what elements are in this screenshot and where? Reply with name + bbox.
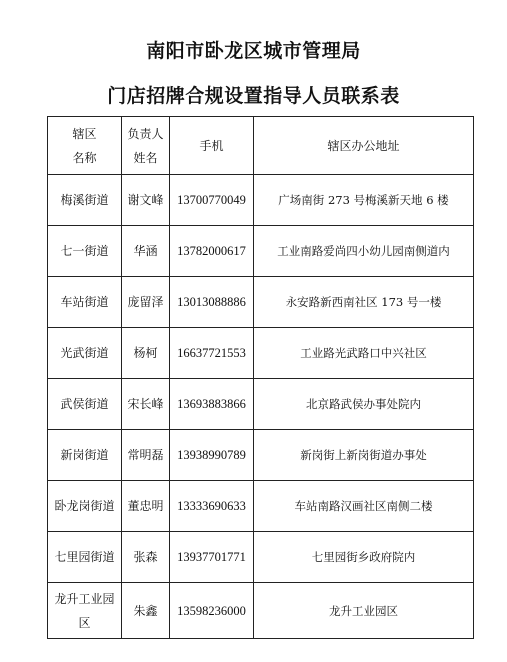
cell-person: 张森 [122,532,170,583]
header-address: 辖区办公地址 [254,117,474,175]
cell-address: 七里园街乡政府院内 [254,532,474,583]
cell-district-line2: 区 [78,615,91,630]
cell-address: 工业南路爱尚四小幼儿园南侧道内 [254,226,474,277]
cell-district: 七里园街道 [48,532,122,583]
table-row [48,277,474,328]
cell-address: 车站南路汉画社区南侧二楼 [254,481,474,532]
contact-table [47,116,474,639]
document-subtitle: 门店招牌合规设置指导人员联系表 [107,85,400,107]
cell-person: 朱鑫 [122,583,170,639]
cell-phone: 13700770049 [170,175,254,226]
table-row [48,379,474,430]
table-row [48,175,474,226]
header-district-line2: 名称 [72,150,97,165]
cell-phone: 16637721553 [170,328,254,379]
table-row [48,583,474,639]
table-header-row [48,117,474,175]
cell-district: 七一街道 [48,226,122,277]
cell-address: 广场南街 273 号梅溪新天地 6 楼 [254,175,474,226]
cell-person: 董忠明 [122,481,170,532]
cell-address: 北京路武侯办事处院内 [254,379,474,430]
cell-phone: 13693883866 [170,379,254,430]
cell-address: 新岗街上新岗街道办事处 [254,430,474,481]
header-phone: 手机 [170,117,254,175]
cell-district: 新岗街道 [48,430,122,481]
header-district [48,117,122,175]
document-title: 南阳市卧龙区城市管理局 [146,40,361,62]
cell-district: 卧龙岗街道 [48,481,122,532]
cell-phone: 13013088886 [170,277,254,328]
cell-person: 常明磊 [122,430,170,481]
cell-phone: 13782000617 [170,226,254,277]
cell-person: 宋长峰 [122,379,170,430]
cell-district-line1: 龙升工业园 [54,591,115,606]
header-person [122,117,170,175]
cell-district: 光武街道 [48,328,122,379]
cell-district: 武侯街道 [48,379,122,430]
table-row [48,481,474,532]
cell-person: 华涵 [122,226,170,277]
cell-person: 杨柯 [122,328,170,379]
cell-district [48,583,122,639]
cell-phone: 13598236000 [170,583,254,639]
header-person-line2: 姓名 [133,150,158,165]
table-row [48,430,474,481]
cell-person: 谢文峰 [122,175,170,226]
cell-district: 车站街道 [48,277,122,328]
cell-address: 龙升工业园区 [254,583,474,639]
cell-address: 永安路新西南社区 173 号一楼 [254,277,474,328]
cell-phone: 13938990789 [170,430,254,481]
table-row [48,328,474,379]
header-person-line1: 负责人 [127,126,164,141]
cell-person: 庞留泽 [122,277,170,328]
header-district-line1: 辖区 [72,126,97,141]
cell-address: 工业路光武路口中兴社区 [254,328,474,379]
table-row [48,532,474,583]
table-row [48,226,474,277]
cell-phone: 13937701771 [170,532,254,583]
cell-phone: 13333690633 [170,481,254,532]
cell-district: 梅溪街道 [48,175,122,226]
